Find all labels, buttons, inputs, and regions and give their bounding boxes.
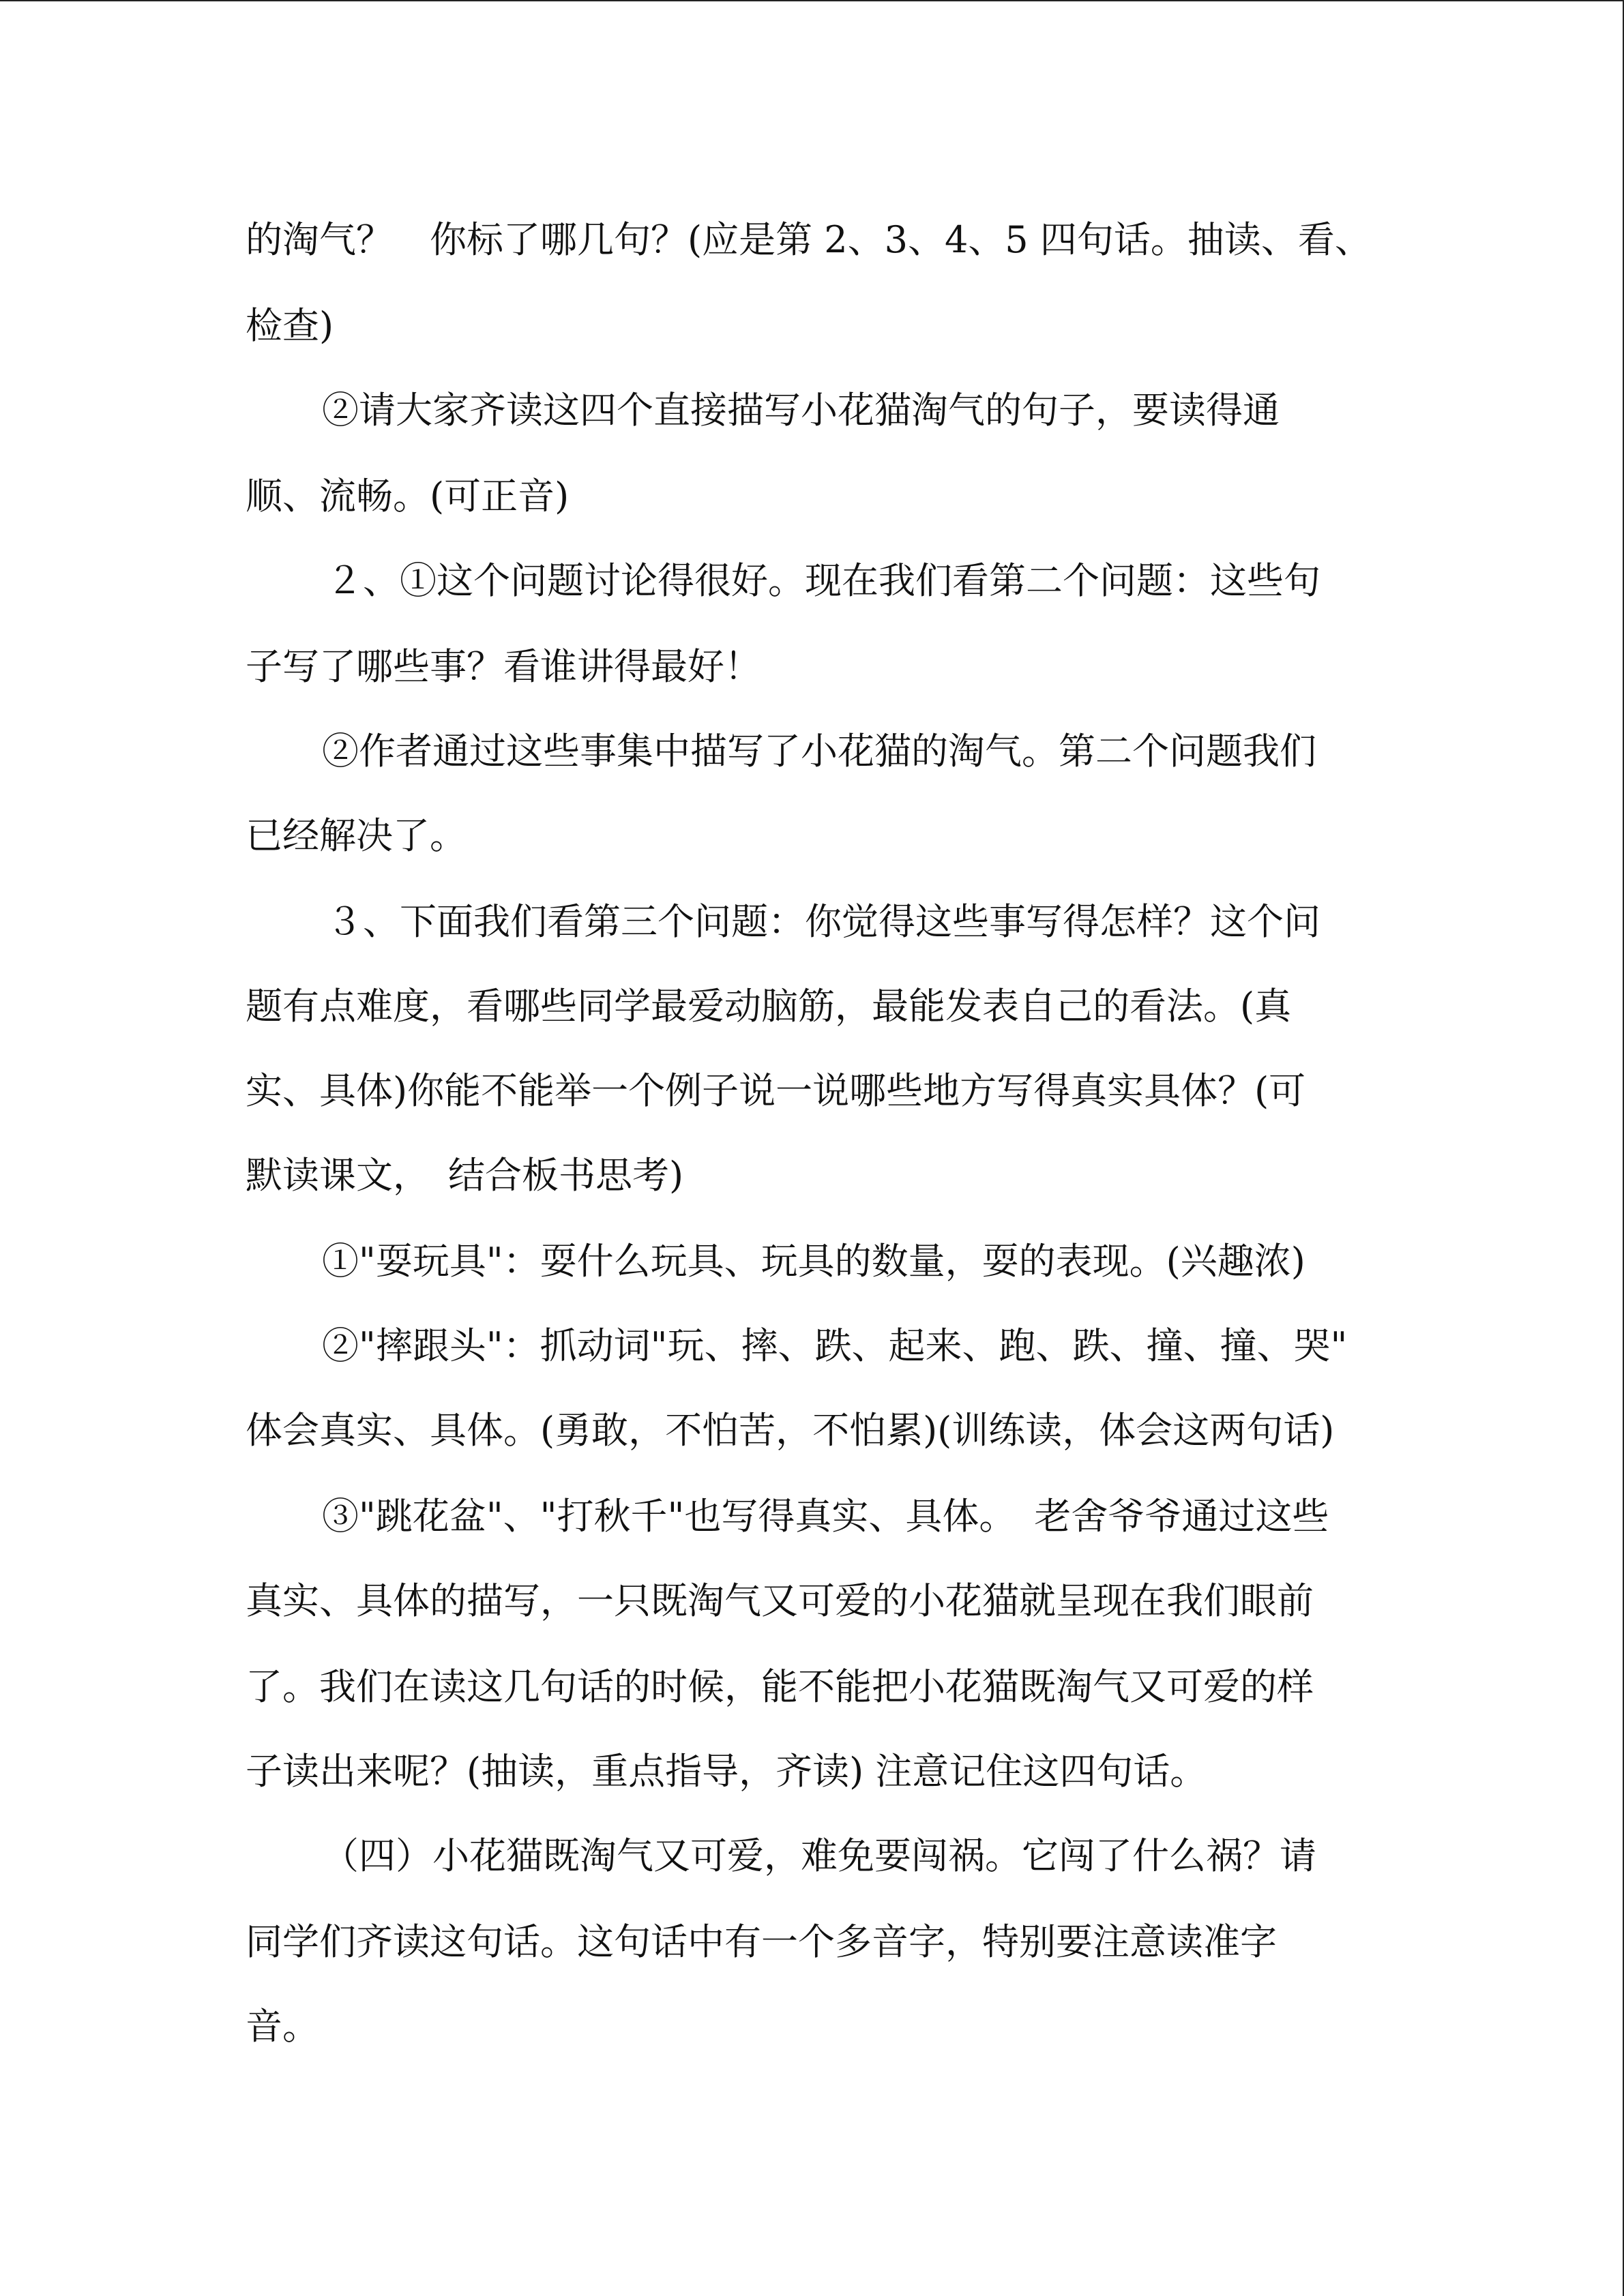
text-line-16: ③"跳花盆"、"打秋千"也写得真实、具体。 老舍爷爷通过这些 [322,1495,1329,1538]
text-line-9: ３、下面我们看第三个问题：你觉得这些事写得怎样？这个问 [326,900,1320,943]
text-line-4: 顺、流畅。(可正音) [246,475,570,518]
text-line-10: 题有点难度，看哪些同学最爱动脑筋，最能发表自己的看法。(真 [246,985,1292,1028]
text-line-15: 体会真实、具体。(勇敢，不怕苦，不怕累)(训练读，体会这两句话) [246,1409,1335,1452]
text-line-21: 同学们齐读这句话。这句话中有一个多音字，特别要注意读准字 [246,1920,1277,1963]
text-line-2: 检查) [246,304,334,347]
text-line-8: 已经解决了。 [246,814,467,857]
text-line-22: 音。 [246,2005,319,2048]
text-line-18: 了。我们在读这几句话的时候，能不能把小花猫既淘气又可爱的样 [246,1665,1314,1708]
text-line-3: ②请大家齐读这四个直接描写小花猫淘气的句子，要读得通 [322,389,1280,432]
text-line-20: （四）小花猫既淘气又可爱，难免要闯祸。它闯了什么祸？请 [322,1834,1316,1877]
text-line-17: 真实、具体的描写，一只既淘气又可爱的小花猫就呈现在我们眼前 [246,1579,1314,1622]
text-line-13: ①"耍玩具"：耍什么玩具、玩具的数量，耍的表现。(兴趣浓) [322,1240,1305,1283]
text-line-5: ２、①这个问题讨论得很好。现在我们看第二个问题：这些句 [326,559,1320,602]
text-line-6: 子写了哪些事？看谁讲得最好！ [246,645,761,688]
text-line-12: 默读课文， 结合板书思考) [246,1154,684,1197]
text-line-11: 实、具体)你能不能举一个例子说一说哪些地方写得真实具体？(可 [246,1069,1306,1112]
text-line-1: 的淘气？ 你标了哪几句？(应是第 2、3、4、5 四句话。抽读、看、 [246,218,1372,261]
text-line-14: ②"摔跟头"：抓动词"玩、摔、跌、起来、跑、跌、撞、撞、哭" [322,1324,1348,1367]
text-line-19: 子读出来呢？(抽读，重点指导，齐读) 注意记住这四句话。 [246,1750,1207,1793]
text-line-7: ②作者通过这些事集中描写了小花猫的淘气。第二个问题我们 [322,730,1316,773]
